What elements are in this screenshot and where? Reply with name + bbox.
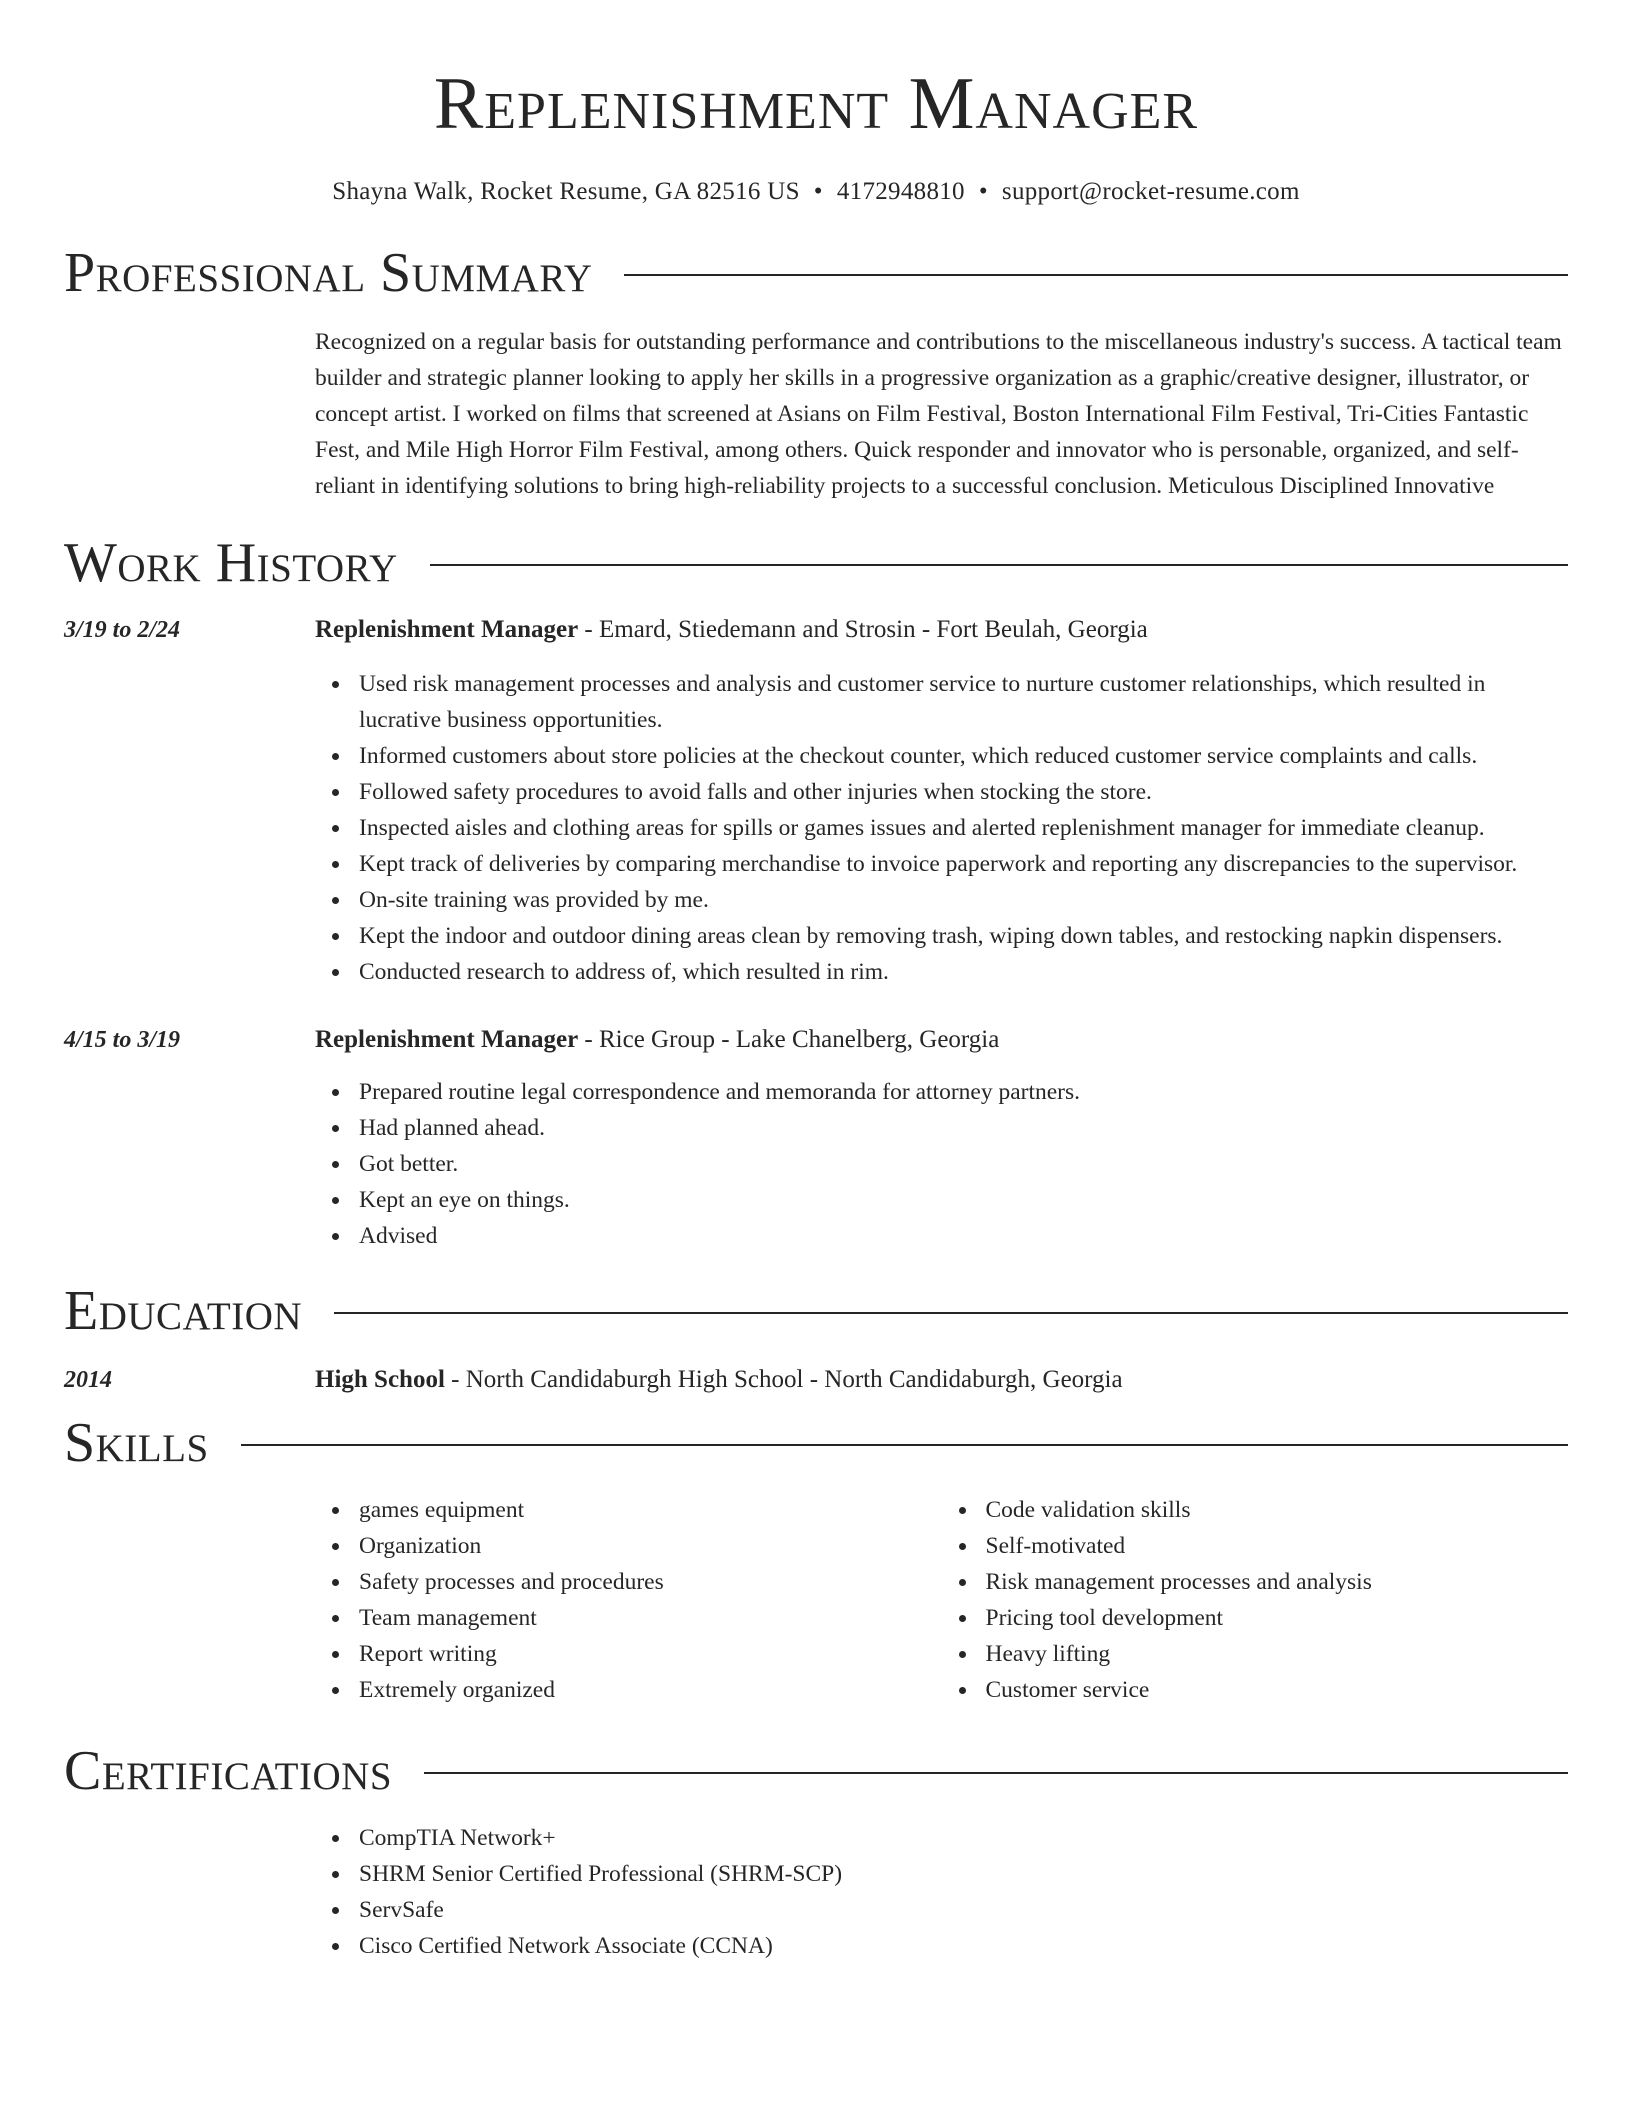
list-item: Got better. <box>359 1146 1568 1182</box>
section-title: Certifications <box>64 1740 393 1802</box>
list-item: Informed customers about store policies at the checkout counter, which reduced customer service complaints and calls. <box>359 738 1568 774</box>
list-item: Prepared routine legal correspondence and memoranda for attorney partners. <box>359 1074 1568 1110</box>
list-item: Kept an eye on things. <box>359 1182 1568 1218</box>
skills-left-column <box>315 1492 942 1708</box>
job-entry <box>64 1022 1568 1254</box>
section-divider <box>334 1312 1568 1314</box>
candidate-name: Replenishment Manager <box>433 63 1199 145</box>
list-item: On-site training was provided by me. <box>359 882 1568 918</box>
job-details: - Emard, Stiedemann and Strosin - Fort Beulah, Georgia <box>578 616 1148 643</box>
section-divider <box>624 274 1568 276</box>
list-item: Customer service <box>986 1672 1569 1708</box>
summary-section <box>64 238 1568 504</box>
contact-address: Shayna Walk, Rocket Resume, GA 82516 US <box>332 178 800 205</box>
education-entry <box>64 1362 1568 1398</box>
contact-line <box>0 174 1632 210</box>
list-item: Pricing tool development <box>986 1600 1569 1636</box>
section-header <box>64 528 1568 598</box>
job-details: - Rice Group - Lake Chanelberg, Georgia <box>578 1026 1000 1053</box>
job-bullets-container <box>315 666 1568 990</box>
list-item: Risk management processes and analysis <box>986 1564 1569 1600</box>
list-item: Conducted research to address of, which resulted in rim. <box>359 954 1568 990</box>
job-title-line <box>315 1022 999 1058</box>
job-dates: 3/19 to 2/24 <box>64 617 181 643</box>
list-item: Kept track of deliveries by comparing merchandise to invoice paperwork and reporting any discrepancies to the supervisor. <box>359 846 1568 882</box>
section-divider <box>430 564 1568 566</box>
skills-right-column <box>942 1492 1569 1708</box>
list-item: Advised <box>359 1218 1568 1254</box>
list-item: ServSafe <box>359 1892 1568 1928</box>
job-header <box>64 1022 1568 1058</box>
section-title: Skills <box>64 1412 209 1474</box>
list-item: Organization <box>359 1528 942 1564</box>
list-item: Extremely organized <box>359 1672 942 1708</box>
education-degree: High School <box>315 1366 445 1393</box>
certifications-section <box>64 1736 1568 1964</box>
list-item: Used risk management processes and analysis and customer service to nurture customer relationships, which resulted in lucrative business opportunities. <box>359 666 1568 738</box>
contact-separator: • <box>978 178 988 205</box>
list-item: Report writing <box>359 1636 942 1672</box>
job-bullets-container <box>315 1074 1568 1254</box>
job-bullets <box>315 666 1568 990</box>
section-divider <box>241 1444 1568 1446</box>
skills-section <box>64 1408 1568 1708</box>
list-item: Code validation skills <box>986 1492 1569 1528</box>
list-item: Cisco Certified Network Associate (CCNA) <box>359 1928 1568 1964</box>
education-year: 2014 <box>64 1367 112 1393</box>
list-item: Had planned ahead. <box>359 1110 1568 1146</box>
list-item: Safety processes and procedures <box>359 1564 942 1600</box>
list-item: Heavy lifting <box>986 1636 1569 1672</box>
summary-text: Recognized on a regular basis for outstanding performance and contributions to the miscellaneous industry's success. A tactical team builder and strategic planner looking to apply her skills in a progressive organization as a graphic/creative designer, illustrator, or concept artist. I worked on films that screened at Asians on Film Festival, Boston International Film Festival, Tri-Cities Fantastic Fest, and Mile High Horror Film Festival, among others. Quick responder and innovator who is personable, organized, and self-reliant in identifying solutions to bring high-reliability projects to a successful conclusion. Meticulous Disciplined Innovative <box>315 329 1562 499</box>
job-role: Replenishment Manager <box>315 616 579 643</box>
list-item: Followed safety procedures to avoid falls and other injuries when stocking the store. <box>359 774 1568 810</box>
section-title: Professional Summary <box>64 242 593 304</box>
list-item: Kept the indoor and outdoor dining areas clean by removing trash, wiping down tables, and restocking napkin dispensers. <box>359 918 1568 954</box>
list-item: Team management <box>359 1600 942 1636</box>
contact-phone: 4172948810 <box>836 178 965 205</box>
section-header <box>64 1408 1568 1478</box>
section-title: Work History <box>64 532 398 594</box>
skills-grid <box>315 1492 1568 1708</box>
education-details: - North Candidaburgh High School - North Candidaburgh, Georgia <box>444 1366 1123 1393</box>
list-item: games equipment <box>359 1492 942 1528</box>
section-title: Education <box>64 1280 303 1342</box>
section-divider <box>424 1772 1568 1774</box>
work-history-section <box>64 528 1568 1254</box>
list-item: Inspected aisles and clothing areas for spills or games issues and alerted replenishment manager for immediate cleanup. <box>359 810 1568 846</box>
job-dates: 4/15 to 3/19 <box>64 1027 181 1053</box>
certifications-list <box>315 1820 1568 1964</box>
education-line <box>315 1362 1123 1398</box>
contact-email: support@rocket-resume.com <box>1001 178 1300 205</box>
contact-separator: • <box>813 178 823 205</box>
job-role: Replenishment Manager <box>315 1026 579 1053</box>
list-item: CompTIA Network+ <box>359 1820 1568 1856</box>
list-item: Self-motivated <box>986 1528 1569 1564</box>
section-header <box>64 1276 1568 1346</box>
certifications-container <box>315 1820 1568 1964</box>
section-header <box>64 1736 1568 1806</box>
job-title-line <box>315 612 1148 648</box>
section-header <box>64 238 1568 308</box>
education-section <box>64 1276 1568 1398</box>
job-bullets <box>315 1074 1568 1254</box>
job-header <box>64 612 1568 648</box>
list-item: SHRM Senior Certified Professional (SHRM-SCP) <box>359 1856 1568 1892</box>
job-entry <box>64 612 1568 990</box>
